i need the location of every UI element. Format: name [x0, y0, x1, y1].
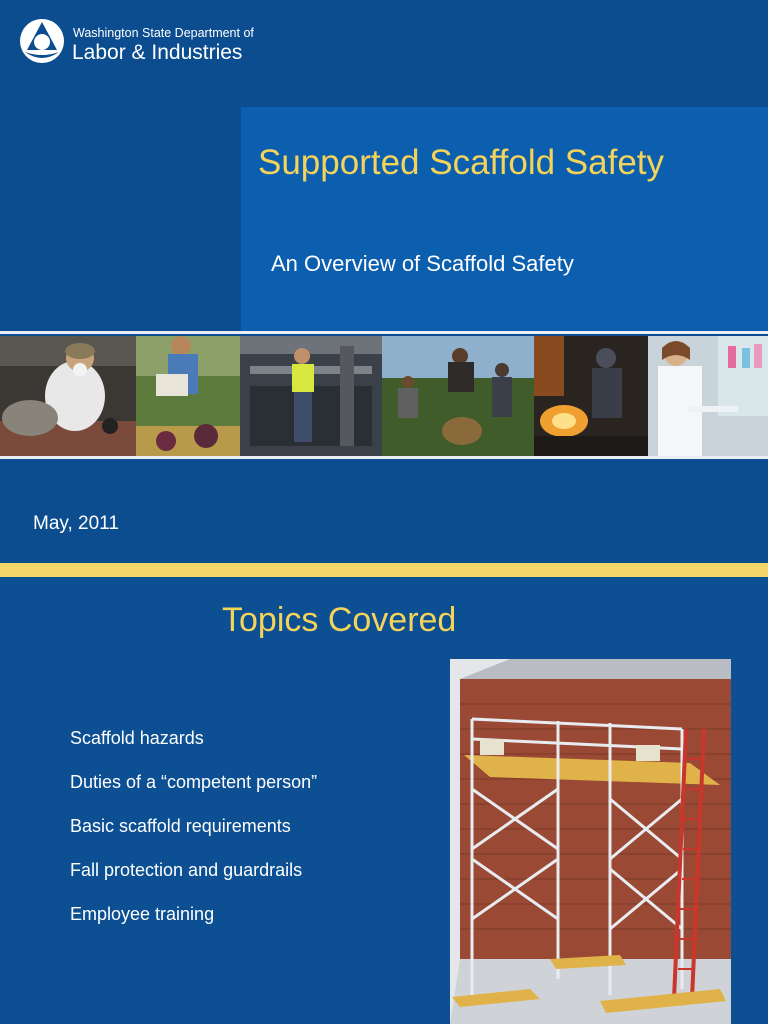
slide-divider [0, 563, 768, 577]
logo-agency-line: Washington State Department of [73, 26, 254, 40]
photo-strip-top-rule [0, 331, 768, 334]
photo-worker-safety-vest [240, 336, 382, 456]
photo-field-workers [382, 336, 534, 456]
topic-item: Employee training [70, 904, 215, 924]
scaffold-illustration [450, 659, 731, 1024]
topic-item: Fall protection and guardrails [70, 860, 303, 880]
topic-item: Scaffold hazards [70, 728, 204, 748]
scaffold-illustration-icon [450, 659, 731, 1024]
title-panel [241, 107, 768, 331]
photo-worker-sanding [0, 336, 136, 456]
topic-item: Basic scaffold requirements [70, 816, 291, 836]
photo-foundry-worker [534, 336, 648, 456]
slide-subtitle: An Overview of Scaffold Safety [271, 251, 574, 276]
slide-main-title: Supported Scaffold Safety [258, 143, 665, 182]
presentation-date: May, 2011 [33, 513, 119, 534]
topics-list [70, 728, 317, 948]
li-logo-icon [19, 18, 65, 64]
photo-strip-bottom-rule [0, 456, 768, 459]
topic-item: Duties of a “competent person” [70, 772, 318, 792]
logo-department-line: Labor & Industries [72, 41, 243, 64]
agency-logo [19, 18, 259, 70]
photo-strip [0, 336, 768, 456]
photo-lab-worker [648, 336, 768, 456]
topics-title: Topics Covered [222, 601, 457, 639]
photo-farm-worker-grapes [136, 336, 240, 456]
slide-topics [0, 577, 768, 1024]
